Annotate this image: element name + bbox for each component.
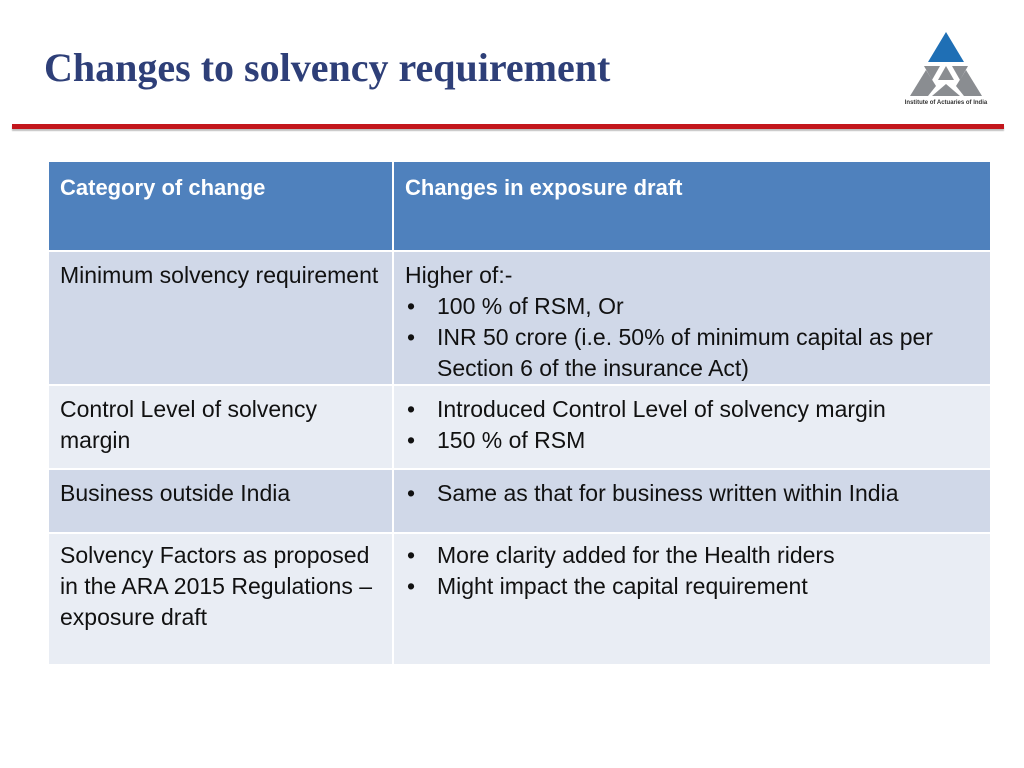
change-list [405, 291, 980, 384]
logo-caption: Institute of Actuaries of India [904, 100, 988, 106]
institute-logo-icon [902, 30, 990, 98]
slide-title: Changes to solvency requirement [44, 45, 611, 90]
change-item: • Same as that for business written within India [405, 478, 980, 509]
institute-logo [896, 30, 996, 112]
table-row [48, 251, 991, 385]
header-changes: Changes in exposure draft [393, 161, 991, 251]
row-category-cell: Minimum solvency requirement [48, 251, 393, 385]
change-item: • More clarity added for the Health riders [405, 540, 980, 571]
table-row [48, 385, 991, 469]
row-category-cell: Solvency Factors as proposed in the ARA 2015 Regulations – exposure draft [48, 533, 393, 665]
table-row [48, 469, 991, 533]
row-category-cell: Control Level of solvency margin [48, 385, 393, 469]
row-changes-cell [393, 385, 991, 469]
table-row [48, 533, 991, 665]
change-item: • INR 50 crore (i.e. 50% of minimum capital as per Section 6 of the insurance Act) [405, 322, 980, 384]
row-changes-cell [393, 533, 991, 665]
change-item: • Might impact the capital requirement [405, 571, 980, 602]
row-changes-cell [393, 251, 991, 385]
change-list [405, 478, 980, 509]
change-list [405, 540, 980, 602]
change-item: • 100 % of RSM, Or [405, 291, 980, 322]
changes-table [47, 160, 992, 666]
change-list [405, 394, 980, 456]
change-item: • 150 % of RSM [405, 425, 980, 456]
row-intro-text: Higher of:- [405, 262, 513, 288]
change-item: • Introduced Control Level of solvency margin [405, 394, 980, 425]
header-category: Category of change [48, 161, 393, 251]
row-changes-cell [393, 469, 991, 533]
title-divider [12, 124, 1004, 129]
row-category-cell: Business outside India [48, 469, 393, 533]
table-header-row [48, 161, 991, 251]
